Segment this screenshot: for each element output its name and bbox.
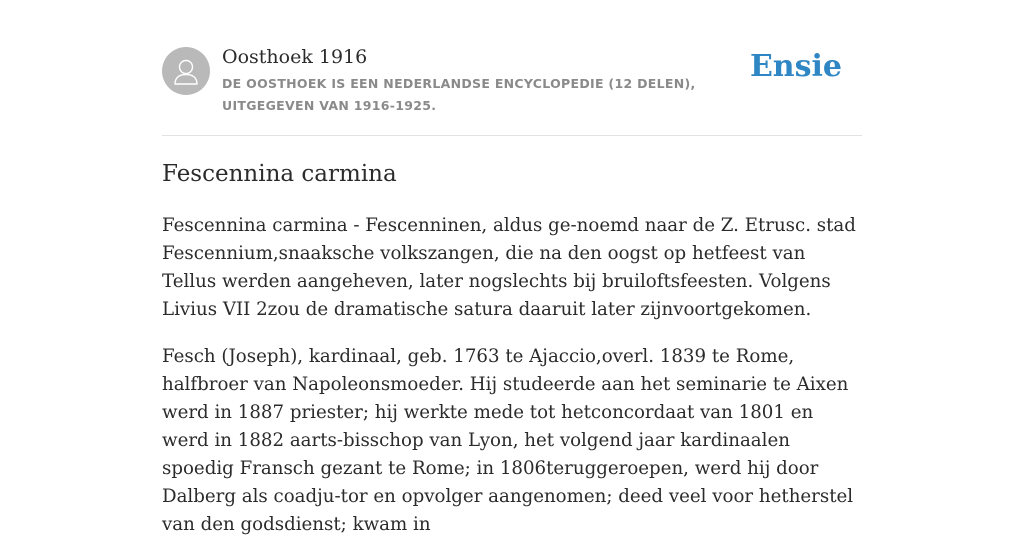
entry-paragraph: Fescennina carmina - Fescenninen, aldus ge-noemd naar de Z. Etrusc. stad Fescennium,snaaksche volkszangen, die na den oogst op hetfeest van Tellus werden aangeheven, later nogslechts bij bruiloftsfeesten. Volgens Livius VII 2zou de dramatische satura daaruit later zijnvoortgekomen.	[162, 215, 856, 320]
entry-title: Fescennina carmina	[162, 161, 397, 187]
entry-body	[162, 212, 864, 558]
source-description: DE OOSTHOEK IS EEN NEDERLANDSE ENCYCLOPEDIE (12 DELEN), UITGEGEVEN VAN 1916-1925.	[222, 76, 696, 113]
header-divider	[162, 135, 862, 136]
brand-logo[interactable]: Ensie	[749, 49, 842, 84]
avatar[interactable]	[162, 47, 210, 95]
source-name[interactable]: Oosthoek 1916	[222, 46, 368, 68]
entry-paragraph: Fesch (Joseph), kardinaal, geb. 1763 te Ajaccio,overl. 1839 te Rome, halfbroer van Napoleonsmoeder. Hij studeerde aan het seminarie te Aixen werd in 1887 priester; hij werkte mede tot hetconcordaat van 1801 en werd in 1882 aarts-bisschop van Lyon, het volgend jaar kardinaalen spoedig Fransch gezant te Rome; in 1806teruggeroepen, werd hij door Dalberg als coadju-tor en opvolger aangenomen; deed veel voor hetherstel van den godsdienst; kwam in	[162, 346, 854, 535]
source-header	[162, 44, 862, 135]
user-silhouette-icon	[162, 47, 210, 95]
